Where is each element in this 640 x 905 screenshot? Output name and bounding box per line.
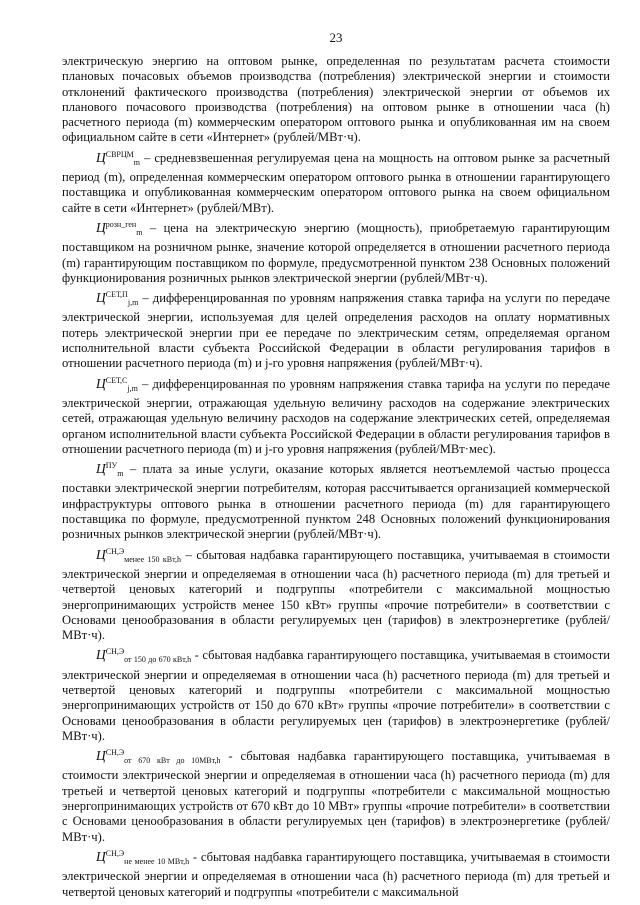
formula-symbol: $Ц^{СЕТ,С}_{j,m}$ — [96, 375, 138, 393]
paragraph-text: – плата за иные услуги, оказание которых является неотъемлемой частью процесса поставки электрической энергии потребителям, которая рассчитывается организацией коммерческой инфраструктуры оптового рынка в отношении расчетного периода (m) для гарантирующего поставщика по формуле, предусмотренной пунктом 248 Основных положений функционирования розничных рынков электрической энергии (рублей/МВт·ч). — [62, 462, 610, 542]
paragraph-continuation — [62, 54, 610, 146]
definition-paragraph — [62, 373, 610, 457]
paragraph-text: - сбытовая надбавка гарантирующего поставщика, учитываемая в стоимости электрической энергии и определяемая в отношении часа (h) расчетного периода (m) для третьей и четвертой ценовых категорий и подгруппы «потребители с максимальной мощностью энергопринимающих устройств от 670 кВт до 10 МВт» группы «прочие потребители» в соответствии с Основами ценообразования в области регулируемых цен (тарифов) в электроэнергетике (рублей/МВт·ч). — [62, 749, 610, 844]
formula-symbol: $Ц^{СН,Э}_{менее 150 кВт,h}$ — [96, 546, 181, 564]
page-number: 23 — [329, 30, 343, 45]
formula-symbol: $Ц^{СВРЦМ}_m$ — [96, 149, 140, 167]
paragraph-text: электрическую энергию на оптовом рынке, определенная по результатам расчета стоимости плановых почасовых объемов производства (потребления) электрической энергии и стоимости отклонений фактического производства (потребления) электрической энергии от объемов их планового почасового производства (потребления) на оптовом рынке в отношении часа (h) расчетного периода (m) коммерческим оператором оптового рынка и опубликованная им на своем официальном сайте в сети «Интернет» (рублей/МВт·ч). — [62, 54, 610, 145]
paragraph-text: – цена на электрическую энергию (мощность), приобретаемую гарантирующим поставщиком на розничном рынке, значение которой определяется в отношении расчетного периода (m) гарантирующим поставщиком по формуле, предусмотренной пунктом 238 Основных положений функционирования розничных рынков электрической энергии (рублей/МВт·ч). — [62, 220, 610, 285]
paragraph-text: – средневзвешенная регулируемая цена на мощность на оптовом рынке за расчетный период (m), определенная коммерческим оператором оптового рынка в отношении гарантирующего поставщика и опубликованная коммерческим оператором оптового рынка на своем официальном сайте в сети «Интернет» (рублей/МВт). — [62, 150, 610, 215]
definition-paragraph — [62, 544, 610, 644]
paragraph-text: – дифференцированная по уровням напряжения ставка тарифа на услуги по передаче электрической энергии, используемая для целей определения расходов на оплату нормативных потерь электрической энергии при ее передаче по электрическим сетям, определяемая органом исполнительной власти субъекта Российской Федерации в области регулирования тарифов в отношении расчетного периода (m) и j-го уровня напряжения (рублей/МВт·ч). — [62, 291, 610, 371]
formula-symbol: $Ц^{СЕТ,П}_{j,m}$ — [96, 290, 139, 308]
definition-paragraph — [62, 458, 610, 542]
paragraph-text: - сбытовая надбавка гарантирующего поставщика, учитываемая в стоимости электрической энергии и определяемая в отношении часа (h) расчетного периода (m) для третьей и четвертой ценовых категорий и подгруппы «потребители с максимальной мощностью энергопринимающих устройств от 150 до 670 кВт» группы «прочие потребители» в соответствии с Основами ценообразования в области регулируемых цен (тарифов) в электроэнергетике (рублей/МВт·ч). — [62, 648, 610, 743]
definition-paragraph — [62, 147, 610, 216]
paragraph-text: – дифференцированная по уровням напряжения ставка тарифа на услуги по передаче электрической энергии, отражающая удельную величину расходов на содержание электрических сетей, отражающая удельную величину расходов на содержание электрических сетей, определяемая органом исполнительной власти субъекта Российской Федерации в области регулирования тарифов в отношении расчетного периода (m) и j-го уровня напряжения (рублей/МВт·мес). — [62, 376, 610, 456]
paragraph-text: – сбытовая надбавка гарантирующего поставщика, учитываемая в стоимости электрической энергии и определяемая в отношении часа (h) расчетного периода (m) для третьей и четвертой ценовых категорий и подгруппы «потребители с максимальной мощностью энергопринимающих устройств менее 150 кВт» группы «прочие потребители» в соответствии с Основами ценообразования в области регулируемых цен (тарифов) в электроэнергетике (рублей/МВт·ч). — [62, 547, 610, 643]
formula-symbol: $Ц^{ПУ}_m$ — [96, 461, 124, 479]
definition-paragraph — [62, 846, 610, 900]
formula-symbol: $Ц^{СН,Э}_{от 670 кВт до 10МВт,h}$ — [96, 748, 221, 766]
paragraph-text: - сбытовая надбавка гарантирующего поставщика, учитываемая в стоимости электрической энергии и определяемая в отношении часа (h) расчетного периода (m) для третьей и четвертой ценовых категорий и подгруппы «потребители с максимальной — [62, 849, 611, 899]
definition-paragraph — [62, 644, 610, 744]
definition-paragraph — [62, 745, 610, 845]
formula-symbol: $Ц^{розн\_ген}_m$ — [96, 219, 143, 237]
formula-symbol: $Ц^{СН,Э}_{не менее 10 МВт,h}$ — [96, 848, 190, 866]
definition-paragraph — [62, 287, 610, 371]
formula-symbol: $Ц^{СН,Э}_{от 150 до 670 кВт,h}$ — [96, 647, 192, 665]
definition-paragraph — [62, 217, 610, 286]
